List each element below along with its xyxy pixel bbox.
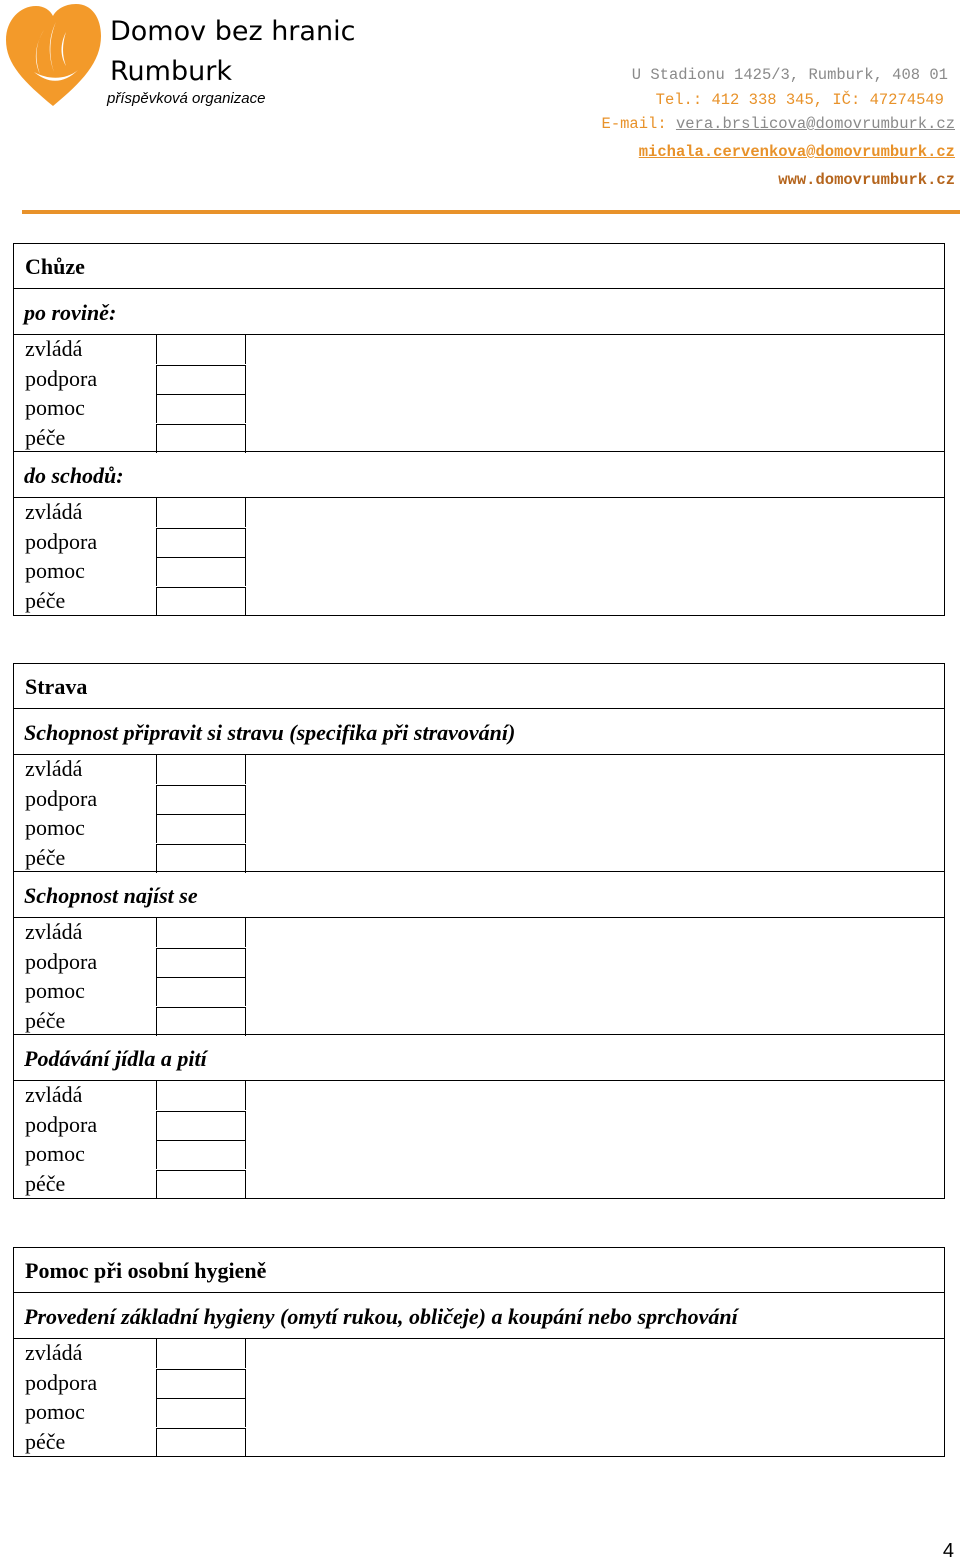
option-label-cell xyxy=(14,844,156,873)
option-label: podpora xyxy=(25,785,98,811)
option-checkbox-cell[interactable] xyxy=(156,918,246,947)
option-label-cell xyxy=(14,587,156,616)
option-label-cell xyxy=(14,1081,156,1110)
subsection-heading: do schodů: xyxy=(24,463,124,488)
option-label-cell xyxy=(14,498,156,527)
option-label: podpora xyxy=(25,1111,98,1137)
section-2 xyxy=(13,1247,945,1457)
section-0 xyxy=(13,243,945,616)
section-title-row xyxy=(14,664,944,709)
subsection-heading-row xyxy=(14,709,944,755)
address: U Stadionu 1425/3, Rumburk, 408 01 xyxy=(631,66,948,84)
option-label-cell xyxy=(14,394,156,423)
option-grid xyxy=(14,918,944,1035)
option-checkbox-cell[interactable] xyxy=(156,1398,246,1427)
email-line xyxy=(602,115,955,133)
option-checkbox-cell[interactable] xyxy=(156,755,246,784)
option-checkbox-cell[interactable] xyxy=(156,528,246,557)
subsection-heading: Provedení základní hygieny (omytí rukou, obličeje) a koupání nebo sprchování xyxy=(24,1304,738,1329)
option-label: pomoc xyxy=(25,558,85,583)
option-label: pomoc xyxy=(25,1141,85,1166)
option-label: péče xyxy=(25,1428,66,1454)
option-label-cell xyxy=(14,948,156,977)
option-checkbox-cell[interactable] xyxy=(156,1369,246,1398)
option-checkbox-cell[interactable] xyxy=(156,1170,246,1199)
option-checkbox-cell[interactable] xyxy=(156,1081,246,1110)
organization-subtitle: příspěvková organizace xyxy=(107,90,266,107)
option-checkbox-cell[interactable] xyxy=(156,557,246,586)
email-label: E-mail: xyxy=(601,115,667,133)
option-grid xyxy=(14,1339,944,1456)
section-title: Strava xyxy=(25,674,88,699)
option-label: podpora xyxy=(25,528,98,554)
option-checkbox-cell[interactable] xyxy=(156,785,246,814)
option-label: pomoc xyxy=(25,815,85,840)
option-label-cell xyxy=(14,1007,156,1036)
section-title-row xyxy=(14,244,944,289)
option-label-cell xyxy=(14,424,156,453)
subsection-heading-row xyxy=(14,452,944,498)
option-grid xyxy=(14,498,944,615)
subsection-heading-row xyxy=(14,1035,944,1081)
option-label-cell xyxy=(14,755,156,784)
option-checkbox-cell[interactable] xyxy=(156,1007,246,1036)
option-checkbox-cell[interactable] xyxy=(156,1339,246,1368)
option-checkbox-cell[interactable] xyxy=(156,365,246,394)
option-checkbox-cell[interactable] xyxy=(156,424,246,453)
option-label-cell xyxy=(14,1428,156,1457)
section-title: Chůze xyxy=(25,254,85,279)
option-label-cell xyxy=(14,1111,156,1140)
phone-ico: Tel.: 412 338 345, IČ: 47274549 xyxy=(655,91,944,109)
option-checkbox-cell[interactable] xyxy=(156,948,246,977)
subsection-heading: Podávání jídla a pití xyxy=(24,1046,207,1071)
option-checkbox-cell[interactable] xyxy=(156,1428,246,1457)
option-label-cell xyxy=(14,1369,156,1398)
section-title: Pomoc při osobní hygieně xyxy=(25,1258,267,1283)
email-link-2[interactable]: michala.cervenkova@domovrumburk.cz xyxy=(638,143,955,161)
option-checkbox-cell[interactable] xyxy=(156,335,246,364)
option-label: zvládá xyxy=(25,336,83,361)
option-label-cell xyxy=(14,1398,156,1427)
option-label: zvládá xyxy=(25,756,83,781)
option-label-cell xyxy=(14,365,156,394)
page-number: 4 xyxy=(942,1540,954,1562)
option-grid xyxy=(14,335,944,452)
option-label: péče xyxy=(25,587,66,613)
organization-name xyxy=(110,12,355,92)
option-label: péče xyxy=(25,1170,66,1196)
subsection-heading-row xyxy=(14,289,944,335)
option-grid xyxy=(14,755,944,872)
option-grid xyxy=(14,1081,944,1198)
option-label: zvládá xyxy=(25,919,83,944)
email-line-2 xyxy=(639,143,955,161)
option-label: podpora xyxy=(25,948,98,974)
letterhead xyxy=(0,0,960,216)
section-title-row xyxy=(14,1248,944,1293)
option-label: pomoc xyxy=(25,978,85,1003)
option-checkbox-cell[interactable] xyxy=(156,1111,246,1140)
option-label-cell xyxy=(14,814,156,843)
option-label: zvládá xyxy=(25,499,83,524)
option-checkbox-cell[interactable] xyxy=(156,498,246,527)
option-label-cell xyxy=(14,1140,156,1169)
option-label: péče xyxy=(25,424,66,450)
option-label-cell xyxy=(14,918,156,947)
option-checkbox-cell[interactable] xyxy=(156,977,246,1006)
option-label: podpora xyxy=(25,365,98,391)
subsection-heading: Schopnost připravit si stravu (specifika při stravování) xyxy=(24,720,516,745)
option-label: podpora xyxy=(25,1369,98,1395)
option-label: péče xyxy=(25,1007,66,1033)
option-checkbox-cell[interactable] xyxy=(156,1140,246,1169)
option-label: pomoc xyxy=(25,1399,85,1424)
option-label: péče xyxy=(25,844,66,870)
option-label: pomoc xyxy=(25,395,85,420)
option-checkbox-cell[interactable] xyxy=(156,844,246,873)
header-divider xyxy=(22,210,960,214)
option-label-cell xyxy=(14,335,156,364)
option-checkbox-cell[interactable] xyxy=(156,587,246,616)
option-label-cell xyxy=(14,785,156,814)
option-checkbox-cell[interactable] xyxy=(156,814,246,843)
email-link-1[interactable]: vera.brslicova@domovrumburk.cz xyxy=(675,115,955,133)
option-label-cell xyxy=(14,1339,156,1368)
option-label-cell xyxy=(14,977,156,1006)
section-1 xyxy=(13,663,945,1199)
option-label: zvládá xyxy=(25,1340,83,1365)
option-label-cell xyxy=(14,528,156,557)
heart-logo-icon xyxy=(4,2,102,108)
option-label: zvládá xyxy=(25,1082,83,1107)
org-name-line2: Rumburk xyxy=(110,56,232,87)
subsection-heading-row xyxy=(14,872,944,918)
option-label-cell xyxy=(14,557,156,586)
subsection-heading: po rovině: xyxy=(24,300,117,325)
subsection-heading-row xyxy=(14,1293,944,1339)
website-link[interactable]: www.domovrumburk.cz xyxy=(778,171,955,189)
option-checkbox-cell[interactable] xyxy=(156,394,246,423)
org-name-line1: Domov bez hranic xyxy=(110,16,356,47)
option-label-cell xyxy=(14,1170,156,1199)
subsection-heading: Schopnost najíst se xyxy=(24,883,198,908)
